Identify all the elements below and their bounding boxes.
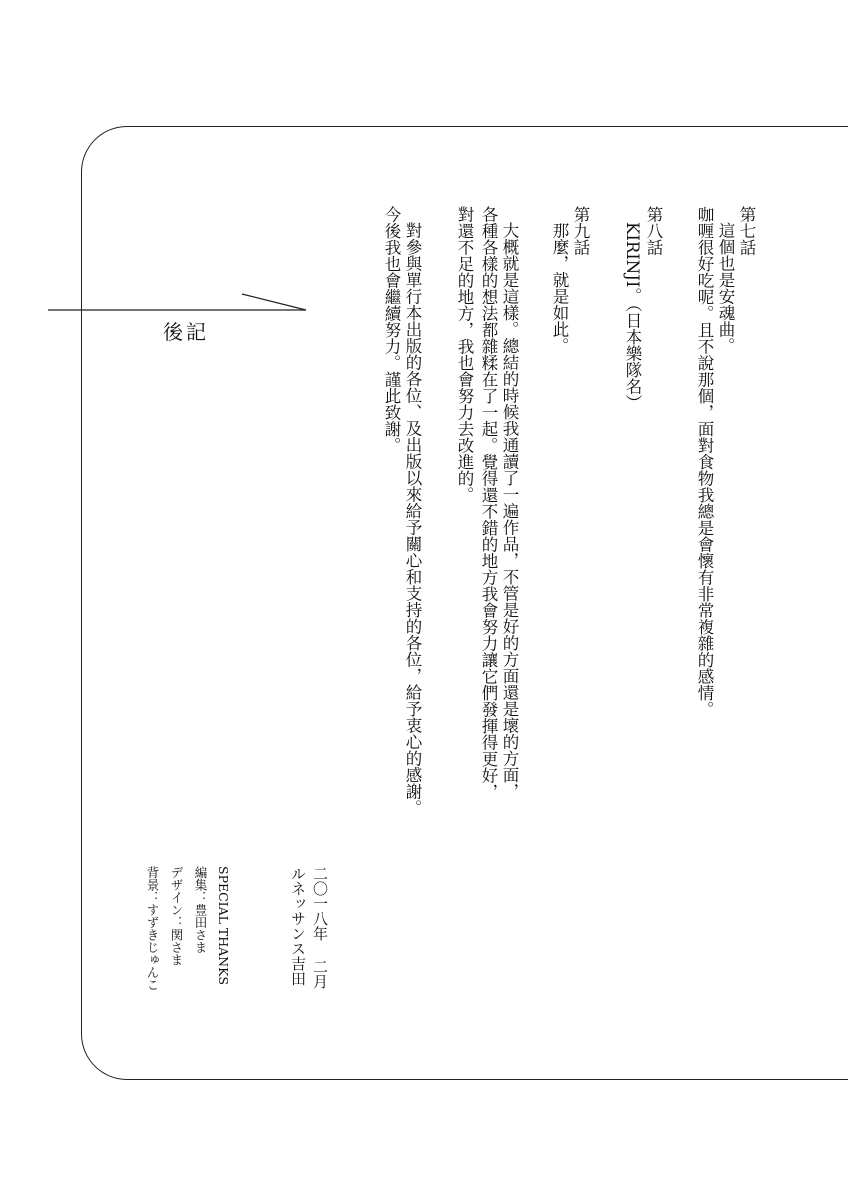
credits-editor: 編集：豊田さま: [193, 866, 208, 954]
thanks-line1: 對參與單行本出版的各位、及出版以來給予關心和支持的各位，給予衷心的感謝。: [403, 222, 422, 816]
ch7-line2: 咖喱很好吃呢。且不說那個，面對食物我總是會懷有非常複雜的感情。: [695, 206, 714, 718]
ch9-line1: 那麼，就是如此。: [550, 222, 569, 354]
summary-line3: 對還不足的地方，我也會努力去改進的。: [455, 206, 474, 503]
credits-background: 背景：すずきじゅんこ: [145, 866, 160, 991]
signature-author: ルネッサンス吉田: [289, 866, 307, 986]
thanks-line2: 今後我也會繼續努力。謹此致謝。: [382, 206, 401, 454]
credits-heading: SPECIAL THANKS: [216, 866, 231, 986]
ch7-line1: 這個也是安魂曲。: [716, 222, 735, 354]
summary-line1: 大概就是這樣。總結的時候我通讀了一遍作品，不管是好的方面還是壞的方面，: [500, 222, 519, 800]
ch7-title: 第七話: [737, 206, 756, 256]
ch8-line1: KIRINJI。（日本樂隊名）: [623, 222, 642, 412]
ch8-title: 第八話: [644, 206, 663, 256]
summary-line2: 各種各樣的想法都雜糅在了一起。覺得還不錯的地方我會努力讓它們發揮得更好，: [479, 206, 498, 800]
page-title: 後記: [163, 320, 209, 344]
signature-date: 二〇一八年 二月: [311, 866, 329, 989]
credits-design: デザイン：関さま: [169, 866, 184, 966]
ch9-title: 第九話: [571, 206, 590, 256]
